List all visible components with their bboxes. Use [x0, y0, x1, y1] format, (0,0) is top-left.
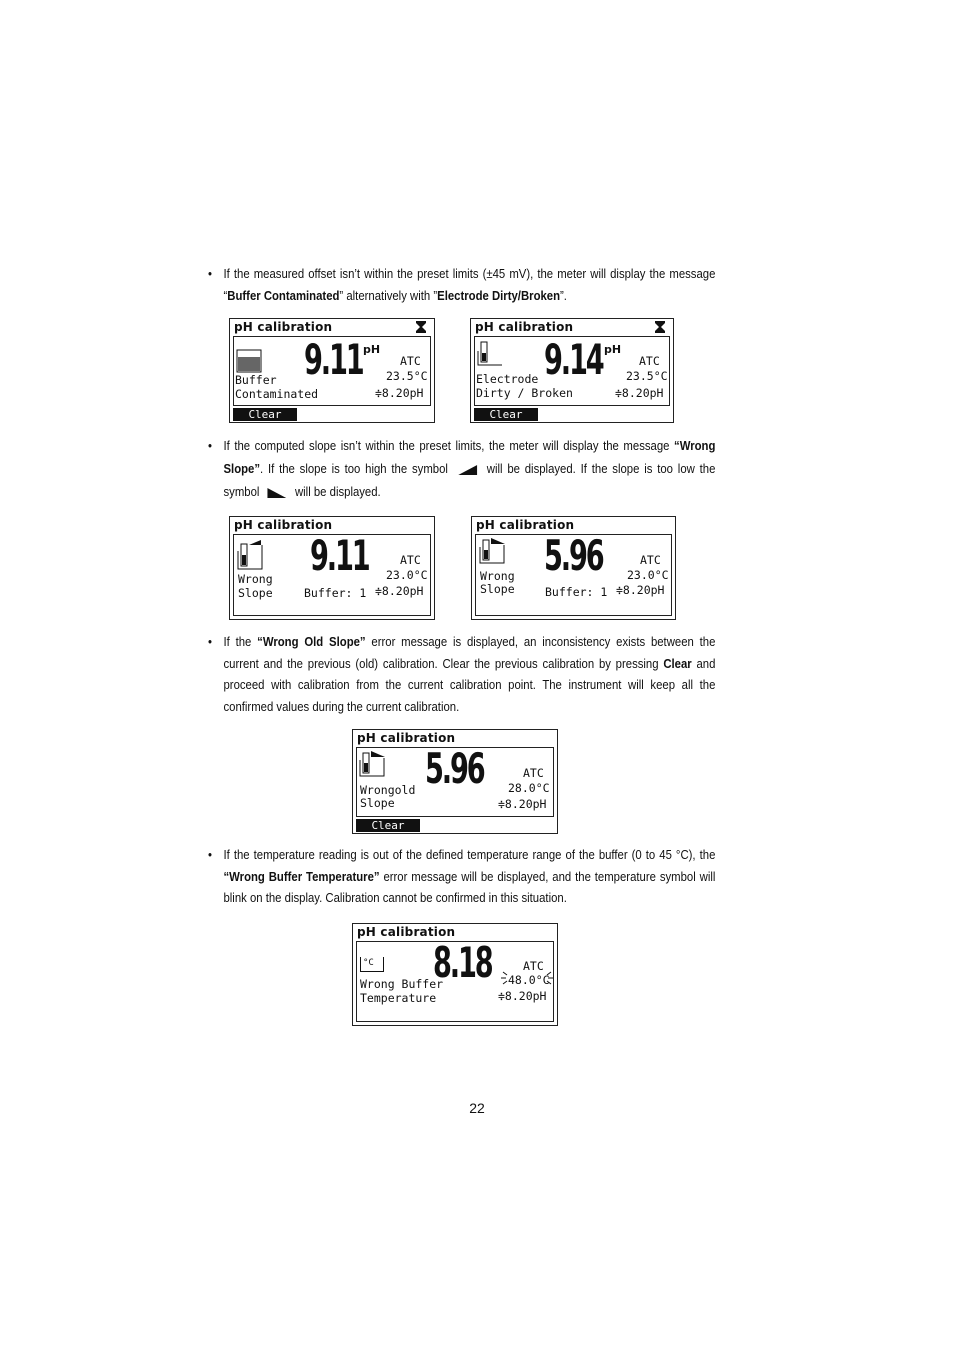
ph-reading: 9.11 [310, 531, 369, 580]
text-span: and proceed with calibration from the current calibration point. The instrument will keep all the confirmed values during the current calibration. [223, 655, 716, 714]
atc-label: ATC [523, 959, 544, 973]
text-span: error message will be displayed, and the temperature symbol will blink on the display. Calibration cannot be confirmed in this situation. [223, 868, 716, 905]
text-span: If the temperature reading is out of the defined temperature range of the buffer (0 to 45 °C), the [223, 847, 716, 862]
text-span: will be displayed. If the slope is too low the symbol [223, 461, 716, 499]
bold-text-span: “Wrong Slope” [223, 438, 716, 476]
temperature-reading: 23.5°C [386, 369, 428, 383]
temperature-reading: 48.0°C [508, 973, 550, 987]
message-line-1: Buffer [235, 373, 277, 387]
message-line-1: Wrong Buffer [360, 977, 444, 991]
lcd-screen-wrong-slope-low [471, 516, 676, 620]
message-line-2: Dirty / Broken [476, 386, 573, 400]
bullet-symbol: • [208, 438, 212, 453]
temperature-reading: 23.5°C [626, 369, 668, 383]
lcd-screen-wrong-slope-high [229, 516, 435, 620]
clear-button[interactable]: Clear [474, 408, 538, 421]
message-line-2: Temperature [360, 991, 437, 1005]
message-line-2: Slope [480, 582, 515, 596]
atc-label: ATC [400, 354, 421, 368]
message-line-1: Wrong [480, 569, 515, 583]
screen-title: pH calibration [475, 320, 574, 334]
lcd-screen-wrong-old-slope [352, 729, 558, 834]
bullet-symbol: • [208, 634, 212, 649]
bullet-paragraph-2 [208, 434, 716, 503]
buffer-value: ≑8.20pH [616, 583, 665, 597]
message-line-1: Wrong [238, 572, 273, 586]
temperature-reading: 23.0°C [627, 568, 669, 582]
bullet-symbol: • [208, 266, 212, 281]
electrode-icon [477, 341, 503, 367]
screen-title: pH calibration [476, 518, 575, 532]
message-line-1: Wrongold [360, 783, 416, 797]
thermometer-icon [360, 957, 384, 972]
text-span: ”. [560, 287, 567, 303]
buffer-number: Buffer: 1 [304, 586, 367, 600]
message-line-2: Contaminated [235, 387, 319, 401]
text-span: error message is displayed, an inconsistency exists between the current and the previous (old) calibration. Clear the previous calibration by pressing [223, 634, 716, 671]
electrode-slope-low-icon [479, 537, 507, 567]
bold-text-span: Electrode Dirty/Broken [437, 287, 561, 303]
bold-text-span: “Wrong Old Slope” [257, 634, 366, 649]
ph-reading: 5.96 [425, 744, 484, 793]
hourglass-icon [416, 321, 426, 333]
ph-reading: 9.11 [304, 335, 363, 384]
buffer-value: ≑8.20pH [615, 386, 664, 400]
hourglass-icon [655, 321, 665, 333]
temperature-reading: 23.0°C [386, 568, 428, 582]
atc-label: ATC [639, 354, 660, 368]
ph-unit: pH [604, 343, 622, 356]
lcd-screen-buffer-contaminated [229, 318, 435, 423]
bullet-paragraph-1 [208, 263, 716, 306]
bold-text-span: Buffer Contaminated [227, 287, 340, 303]
ph-reading: 8.18 [433, 938, 492, 987]
buffer-value: ≑8.20pH [498, 797, 547, 811]
message-line-2: Slope [238, 586, 273, 600]
text-span: ” alternatively with ” [339, 287, 438, 303]
lcd-screen-wrong-buffer-temperature [352, 923, 558, 1026]
message-line-2: Slope [360, 796, 395, 810]
bullet-paragraph-4 [208, 844, 716, 909]
screen-title: pH calibration [234, 320, 333, 334]
atc-label: ATC [640, 553, 661, 567]
temperature-reading: 28.0°C [508, 781, 550, 795]
page-number: 22 [469, 1100, 485, 1116]
bullet-symbol: • [208, 847, 212, 862]
text-span: will be displayed. [294, 484, 381, 499]
bold-text-span: “Wrong Buffer Temperature” [223, 868, 380, 884]
text-span: If the [223, 634, 258, 649]
atc-label: ATC [523, 766, 544, 780]
temperature-icon-label: °C [363, 958, 374, 968]
message-line-1: Electrode [476, 372, 539, 386]
text-span: If the computed slope isn’t within the preset limits, the meter will display the message [223, 438, 675, 453]
ph-reading: 9.14 [544, 335, 603, 384]
bold-text-span: Clear [663, 655, 692, 671]
slope-too-high-icon [458, 465, 477, 475]
slope-too-low-icon [268, 488, 287, 498]
buffer-number: Buffer: 1 [545, 585, 608, 599]
buffer-value: ≑8.20pH [498, 989, 547, 1003]
buffer-value: ≑8.20pH [375, 584, 424, 598]
atc-label: ATC [400, 553, 421, 567]
ph-unit: pH [363, 343, 381, 356]
clear-button[interactable]: Clear [356, 819, 420, 832]
contaminated-buffer-icon [236, 349, 262, 373]
screen-title: pH calibration [357, 925, 456, 939]
electrode-slope-icon [359, 750, 387, 780]
text-span: . If the slope is too high the symbol [260, 461, 448, 476]
bullet-paragraph-3 [208, 631, 716, 717]
lcd-screen-electrode-dirty [470, 318, 674, 423]
buffer-value: ≑8.20pH [375, 386, 424, 400]
ph-reading: 5.96 [544, 531, 603, 580]
electrode-slope-high-icon [237, 539, 263, 571]
text-span: If the measured offset isn’t within the preset limits (±45 mV), the meter will display the message “ [223, 266, 716, 303]
screen-title: pH calibration [234, 518, 333, 532]
screen-title: pH calibration [357, 731, 456, 745]
clear-button[interactable]: Clear [233, 408, 297, 421]
